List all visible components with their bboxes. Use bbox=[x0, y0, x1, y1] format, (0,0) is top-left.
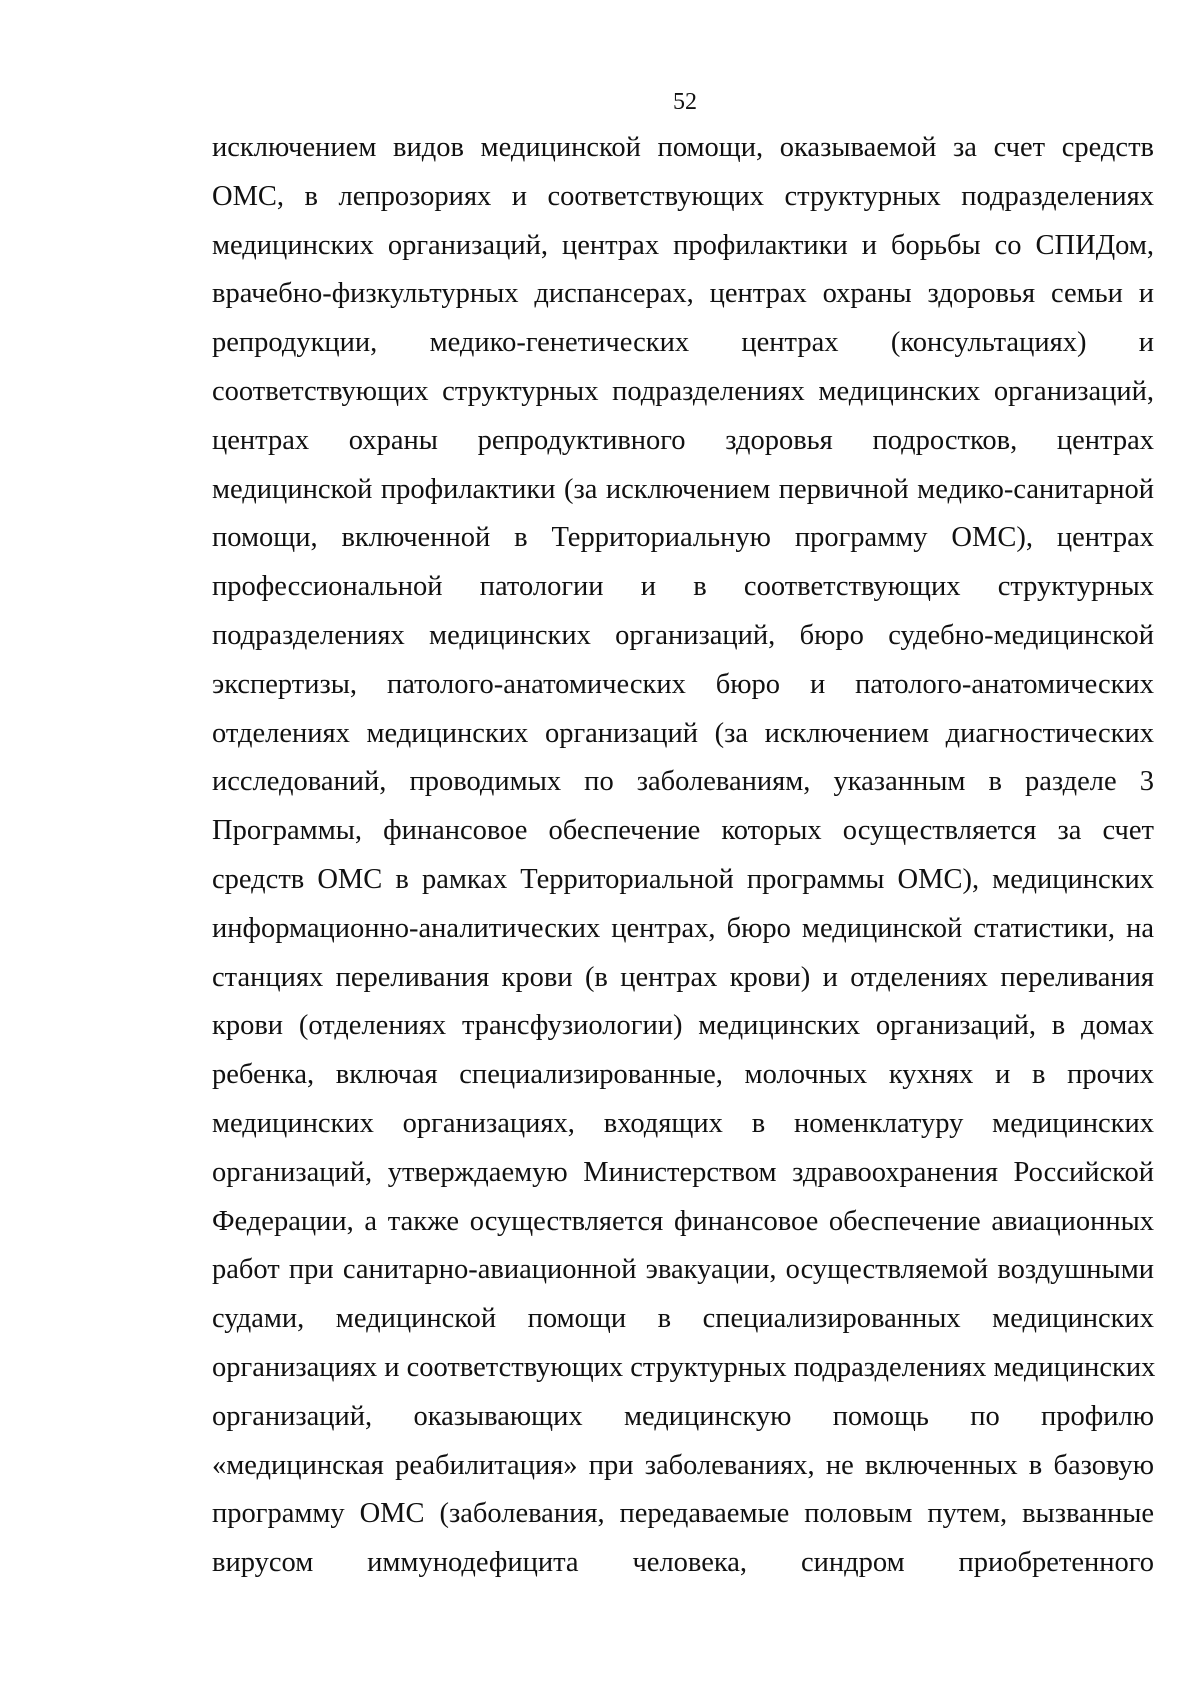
text-line: экспертизы, патолого-анатомических бюро и патолого-анатомических bbox=[212, 668, 1154, 700]
text-line: отделениях медицинских организаций (за исключением диагностических bbox=[212, 717, 1154, 749]
text-line: Программы, финансовое обеспечение которых осуществляется за счет bbox=[212, 815, 1154, 847]
text-line: станциях переливания крови (в центрах крови) и отделениях переливания bbox=[212, 961, 1154, 993]
text-line: работ при санитарно-авиационной эвакуации, осуществляемой воздушными bbox=[212, 1254, 1154, 1286]
text-line: медицинских организаций, центрах профилактики и борьбы со СПИДом, bbox=[212, 229, 1154, 261]
body-paragraph bbox=[212, 124, 1154, 1588]
text-line: крови (отделениях трансфузиологии) медицинских организаций, в домах bbox=[212, 1010, 1154, 1042]
text-line: исследований, проводимых по заболеваниям, указанным в разделе 3 bbox=[212, 766, 1154, 798]
text-line: медицинских организациях, входящих в номенклатуру медицинских bbox=[212, 1107, 1154, 1139]
text-line: репродукции, медико-генетических центрах (консультациях) и bbox=[212, 327, 1154, 359]
text-line: организациях и соответствующих структурных подразделениях медицинских bbox=[212, 1351, 1156, 1383]
text-line: организаций, утверждаемую Министерством здравоохранения Российской bbox=[212, 1156, 1154, 1188]
text-line: ОМС, в лепрозориях и соответствующих структурных подразделениях bbox=[212, 180, 1154, 212]
text-line: подразделениях медицинских организаций, бюро судебно-медицинской bbox=[212, 619, 1154, 651]
text-line: медицинской профилактики (за исключением первичной медико-санитарной bbox=[212, 473, 1154, 505]
text-line: организаций, оказывающих медицинскую помощь по профилю bbox=[212, 1400, 1154, 1432]
text-line: «медицинская реабилитация» при заболеваниях, не включенных в базовую bbox=[212, 1449, 1154, 1481]
text-line: исключением видов медицинской помощи, оказываемой за счет средств bbox=[212, 132, 1154, 163]
text-line: Федерации, а также осуществляется финансовое обеспечение авиационных bbox=[212, 1205, 1154, 1237]
page-number: 52 bbox=[673, 89, 697, 115]
text-line: судами, медицинской помощи в специализированных медицинских bbox=[212, 1303, 1154, 1335]
text-line: врачебно-физкультурных диспансерах, центрах охраны здоровья семьи и bbox=[212, 278, 1154, 310]
text-line: информационно-аналитических центрах, бюро медицинской статистики, на bbox=[212, 912, 1154, 944]
text-line: центрах охраны репродуктивного здоровья подростков, центрах bbox=[212, 424, 1154, 456]
text-line: вирусом иммунодефицита человека, синдром приобретенного bbox=[212, 1547, 1154, 1579]
text-line: средств ОМС в рамках Территориальной программы ОМС), медицинских bbox=[212, 863, 1154, 895]
text-line: ребенка, включая специализированные, молочных кухнях и в прочих bbox=[212, 1059, 1154, 1091]
text-line: соответствующих структурных подразделениях медицинских организаций, bbox=[212, 375, 1154, 407]
text-line: программу ОМС (заболевания, передаваемые половым путем, вызванные bbox=[212, 1498, 1154, 1530]
text-line: помощи, включенной в Территориальную программу ОМС), центрах bbox=[212, 522, 1154, 554]
text-line: профессиональной патологии и в соответствующих структурных bbox=[212, 571, 1154, 603]
